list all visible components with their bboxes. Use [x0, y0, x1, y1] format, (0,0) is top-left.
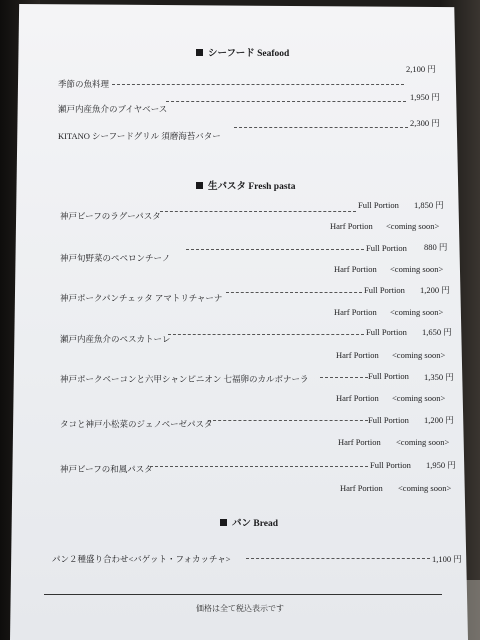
leader-dots: [150, 466, 368, 467]
full-portion-price: 1,850 円: [414, 200, 444, 210]
half-portion-price: <coming soon>: [392, 350, 446, 360]
half-portion-price: <coming soon>: [398, 483, 452, 493]
menu-item-name: KITANO シーフードグリル 須磨海苔バター: [58, 131, 221, 141]
section-title-text: 生パスタ Fresh pasta: [208, 182, 296, 192]
menu-item-name: 神戸ビーフのラグーパスタ: [60, 211, 161, 221]
leader-dots: [166, 101, 406, 102]
full-portion-label: Full Portion: [368, 371, 409, 381]
leader-dots: [226, 292, 362, 293]
full-portion-price: 880 円: [424, 242, 448, 252]
half-portion-label: Harf Portion: [336, 393, 379, 403]
full-portion-label: Full Portion: [364, 285, 405, 295]
square-bullet-icon: [196, 49, 203, 56]
menu-item-price: 2,300 円: [410, 118, 440, 128]
menu-item-name: パン２種盛り合わせ<バゲット・フォカッチャ>: [52, 554, 231, 564]
leader-dots: [160, 211, 356, 212]
full-portion-label: Full Portion: [358, 200, 399, 210]
half-portion-price: <coming soon>: [390, 307, 444, 317]
full-portion-price: 1,200 円: [420, 285, 450, 295]
half-portion-label: Harf Portion: [330, 221, 373, 231]
full-portion-label: Full Portion: [366, 327, 407, 337]
half-portion-label: Harf Portion: [340, 483, 383, 493]
menu-sheet: [10, 4, 468, 640]
half-portion-price: <coming soon>: [392, 393, 446, 403]
full-portion-label: Full Portion: [366, 243, 407, 253]
section-title-bread: [220, 515, 278, 529]
half-portion-price: <coming soon>: [386, 221, 440, 231]
menu-item-name: 神戸ポークパンチェッタ アマトリチャーナ: [60, 293, 223, 303]
leader-dots: [234, 127, 408, 128]
menu-item-name: 季節の魚料理: [58, 79, 110, 89]
leader-dots: [246, 558, 430, 559]
menu-item-name: タコと神戸小松菜のジェノベーゼパスタ: [60, 419, 213, 429]
half-portion-label: Harf Portion: [336, 350, 379, 360]
section-title-pasta: [196, 178, 295, 192]
half-portion-label: Harf Portion: [334, 264, 377, 274]
menu-item-name: 神戸ビーフの和風パスタ: [60, 464, 153, 474]
leader-dots: [320, 377, 368, 378]
full-portion-label: Full Portion: [368, 415, 409, 425]
menu-item-price: 1,100 円: [432, 554, 462, 564]
square-bullet-icon: [220, 519, 227, 526]
menu-item-name: 瀬戸内産魚介のペスカトーレ: [60, 334, 171, 344]
square-bullet-icon: [196, 182, 203, 189]
leader-dots: [186, 249, 364, 250]
menu-item-price: 2,100 円: [406, 64, 436, 74]
full-portion-price: 1,950 円: [426, 460, 456, 470]
menu-item-name: 神戸ポークベーコンと六甲シャンピニオン 七福卵のカルボナーラ: [60, 374, 309, 384]
leader-dots: [168, 334, 364, 335]
full-portion-label: Full Portion: [370, 460, 411, 470]
footer-divider: [44, 594, 442, 595]
menu-item-price: 1,950 円: [410, 92, 440, 102]
half-portion-label: Harf Portion: [334, 307, 377, 317]
full-portion-price: 1,650 円: [422, 327, 452, 337]
leader-dots: [208, 420, 368, 421]
section-title-seafood: [196, 45, 289, 59]
section-title-text: シーフード Seafood: [208, 49, 290, 59]
full-portion-price: 1,200 円: [424, 415, 454, 425]
half-portion-label: Harf Portion: [338, 437, 381, 447]
half-portion-price: <coming soon>: [396, 437, 450, 447]
full-portion-price: 1,350 円: [424, 372, 454, 382]
leader-dots: [112, 84, 404, 85]
section-title-text: パン Bread: [232, 519, 279, 529]
menu-item-name: 神戸旬野菜のペペロンチーノ: [60, 253, 171, 263]
half-portion-price: <coming soon>: [390, 264, 444, 274]
tax-note: 価格は全て税込表示です: [196, 604, 284, 613]
menu-item-name: 瀬戸内産魚介のブイヤベース: [58, 104, 168, 114]
